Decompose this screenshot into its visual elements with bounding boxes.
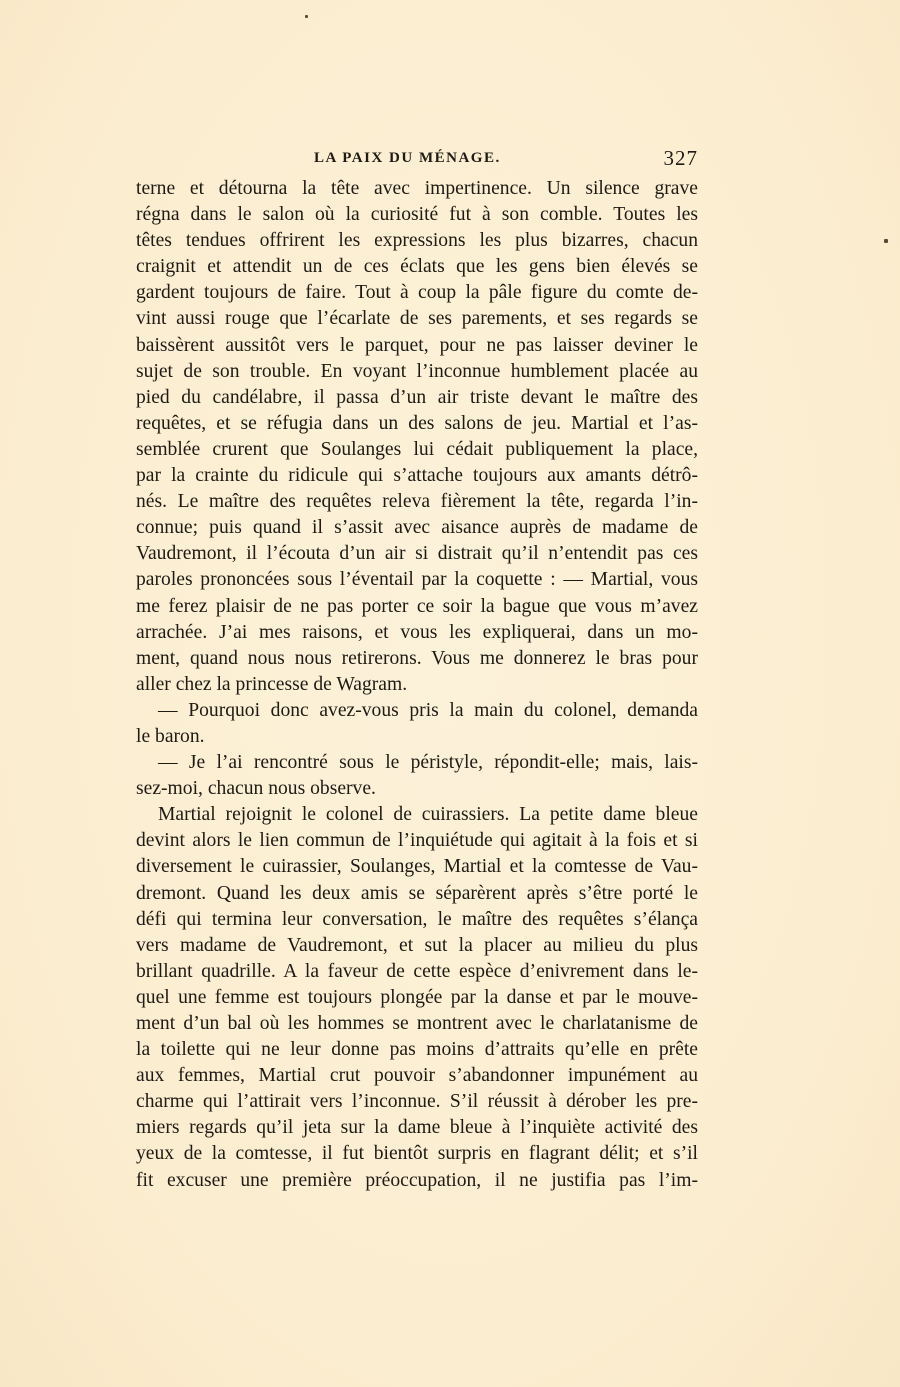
text-line: vers madame de Vaudremont, et sut la placer au milieu du plus [136,934,698,956]
body-text [136,176,698,1194]
text-line: dremont. Quand les deux amis se séparèrent après s’être porté le [136,882,698,904]
paper-speck [305,15,308,18]
text-line: aller chez la princesse de Wagram. [136,673,408,695]
text-line: quel une femme est toujours plongée par la danse et par le mouve- [136,986,698,1008]
text-line: requêtes, et se réfugia dans un des salons de jeu. Martial et l’as- [136,412,698,434]
text-line: semblée crurent que Soulanges lui cédait publiquement la place, [136,438,698,460]
text-line: la toilette qui ne leur donne pas moins d’attraits qu’elle en prête [136,1039,698,1061]
text-line: vint aussi rouge que l’écarlate de ses parements, et ses regards se [136,308,698,330]
text-line: ment, quand nous nous retirerons. Vous me donnerez le bras pour [136,647,698,669]
text-line: pied du candélabre, il passa d’un air triste devant le maître des [136,386,698,408]
text-line: par la crainte du ridicule qui s’attache toujours aux amants détrô- [136,465,698,487]
text-line: le baron. [136,725,205,747]
text-line: baissèrent aussitôt vers le parquet, pour ne pas laisser deviner le [136,334,698,356]
text-line: nés. Le maître des requêtes releva fièrement la tête, regarda l’in- [136,491,698,513]
text-line: yeux de la comtesse, il fut bientôt surpris en flagrant délit; et s’il [136,1143,698,1165]
text-line: — Je l’ai rencontré sous le péristyle, répondit-elle; mais, lais- [158,752,698,774]
text-line: arrachée. J’ai mes raisons, et vous les expliquerai, dans un mo- [136,621,698,643]
text-line: miers regards qu’il jeta sur la dame bleue à l’inquiète activité des [136,1117,698,1139]
text-line: gardent toujours de faire. Tout à coup la pâle figure du comte de- [136,282,698,304]
text-line: aux femmes, Martial crut pouvoir s’abandonner impunément au [136,1065,698,1087]
text-line: brillant quadrille. A la faveur de cette espèce d’enivrement dans le- [136,960,698,982]
text-line: Martial rejoignit le colonel de cuirassiers. La petite dame bleue [158,804,698,826]
text-line: paroles prononcées sous l’éventail par la coquette : — Martial, vous [136,569,698,591]
text-line: Vaudremont, il l’écouta d’un air si distrait qu’il n’entendit pas ces [136,543,698,565]
text-line: connue; puis quand il s’assit avec aisance auprès de madame de [136,517,698,539]
text-line: craignit et attendit un de ces éclats que les gens bien élevés se [136,256,698,278]
text-line: charme qui l’attirait vers l’inconnue. S’il réussit à dérober les pre- [136,1091,698,1113]
text-line: devint alors le lien commun de l’inquiétude qui agitait à la fois et si [136,830,698,852]
text-line: me ferez plaisir de ne pas porter ce soir la bague que vous m’avez [136,595,698,617]
page-number: 327 [663,146,698,170]
text-line: têtes tendues offrirent les expressions les plus bizarres, chacun [136,230,698,252]
text-line: ment d’un bal où les hommes se montrent avec le charlatanisme de [136,1013,698,1034]
running-head-title: LA PAIX DU MÉNAGE. [314,150,501,166]
text-line: régna dans le salon où la curiosité fut à son comble. Toutes les [136,204,698,226]
text-line: défi qui termina leur conversation, le maître des requêtes s’élança [136,908,698,930]
text-line: sez-moi, chacun nous observe. [136,778,376,800]
running-head [136,146,698,172]
text-line: diversement le cuirassier, Soulanges, Martial et la comtesse de Vau- [136,856,698,878]
paper-speck [884,239,888,243]
text-line: terne et détourna la tête avec impertinence. Un silence grave [136,178,698,199]
text-line: — Pourquoi donc avez-vous pris la main du colonel, demanda [158,699,698,721]
text-line: fit excuser une première préoccupation, il ne justifia pas l’im- [136,1169,698,1191]
text-line: sujet de son trouble. En voyant l’inconnue humblement placée au [136,360,698,382]
